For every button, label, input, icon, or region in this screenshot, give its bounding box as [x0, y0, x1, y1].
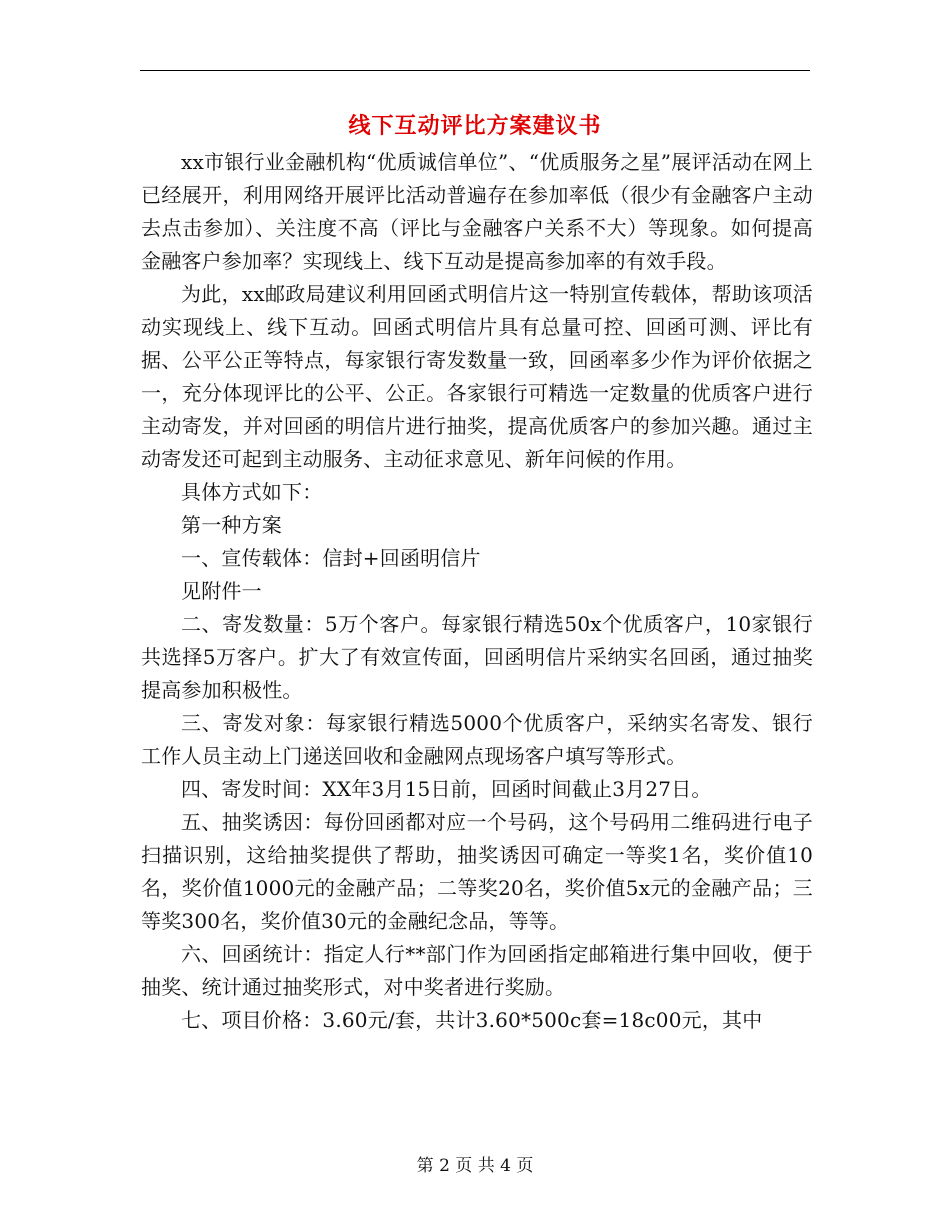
paragraph-item-statistics: 六、回函统计：指定人行**部门作为回函指定邮箱进行集中回收，便于抽奖、统计通过抽奖形式，对中奖者进行奖励。	[141, 942, 813, 999]
document-body	[141, 146, 813, 1037]
paragraph-intro: xx市银行业金融机构“优质诚信单位”、“优质服务之星”展评活动在网上已经展开，利用网络开展评比活动普遍存在参加率低（很少有金融客户主动去点击参加）、关注度不高（评比与金融客户关系不大）等现象。如何提高金融客户参加率？实现线上、线下互动是提高参加率的有效手段。	[141, 150, 813, 273]
header-rule	[140, 70, 810, 71]
paragraph-method-heading: 具体方式如下：	[181, 480, 323, 504]
document-title: 线下互动评比方案建议书	[348, 113, 602, 139]
paragraph-item-price: 七、项目价格：3.60元/套，共计3.60*500c套=18c00元，其中	[181, 1008, 763, 1032]
paragraph-item-quantity: 二、寄发数量：5万个客户。每家银行精选50x个优质客户，10家银行共选择5万客户。扩大了有效宣传面，回函明信片采纳实名回函，通过抽奖提高参加积极性。	[141, 612, 813, 702]
page-number: 第 2 页 共 4 页	[416, 1156, 534, 1176]
paragraph-item-carrier: 一、宣传载体：信封+回函明信片	[181, 546, 481, 570]
paragraph-plan-one: 第一种方案	[181, 513, 282, 537]
paragraph-item-lottery: 五、抽奖诱因：每份回函都对应一个号码，这个号码用二维码进行电子扫描识别，这给抽奖提供了帮助，抽奖诱因可确定一等奖1名，奖价值10名，奖价值1000元的金融产品；二等奖20名，奖价值5x元的金融产品；三等奖300名，奖价值30元的金融纪念品，等等。	[141, 810, 813, 933]
paragraph-proposal: 为此，xx邮政局建议利用回函式明信片这一特别宣传载体，帮助该项活动实现线上、线下互动。回函式明信片具有总量可控、回函可测、评比有据、公平公正等特点，每家银行寄发数量一致，回函率多少作为评价依据之一，充分体现评比的公平、公正。各家银行可精选一定数量的优质客户进行主动寄发，并对回函的明信片进行抽奖，提高优质客户的参加兴趣。通过主动寄发还可起到主动服务、主动征求意见、新年问候的作用。	[141, 282, 813, 471]
paragraph-item-recipients: 三、寄发对象：每家银行精选5000个优质客户，采纳实名寄发、银行工作人员主动上门递送回收和金融网点现场客户填写等形式。	[141, 711, 813, 768]
paragraph-attachment-ref: 见附件一	[181, 579, 262, 603]
paragraph-item-timing: 四、寄发时间：XX年3月15日前，回函时间截止3月27日。	[181, 777, 712, 801]
